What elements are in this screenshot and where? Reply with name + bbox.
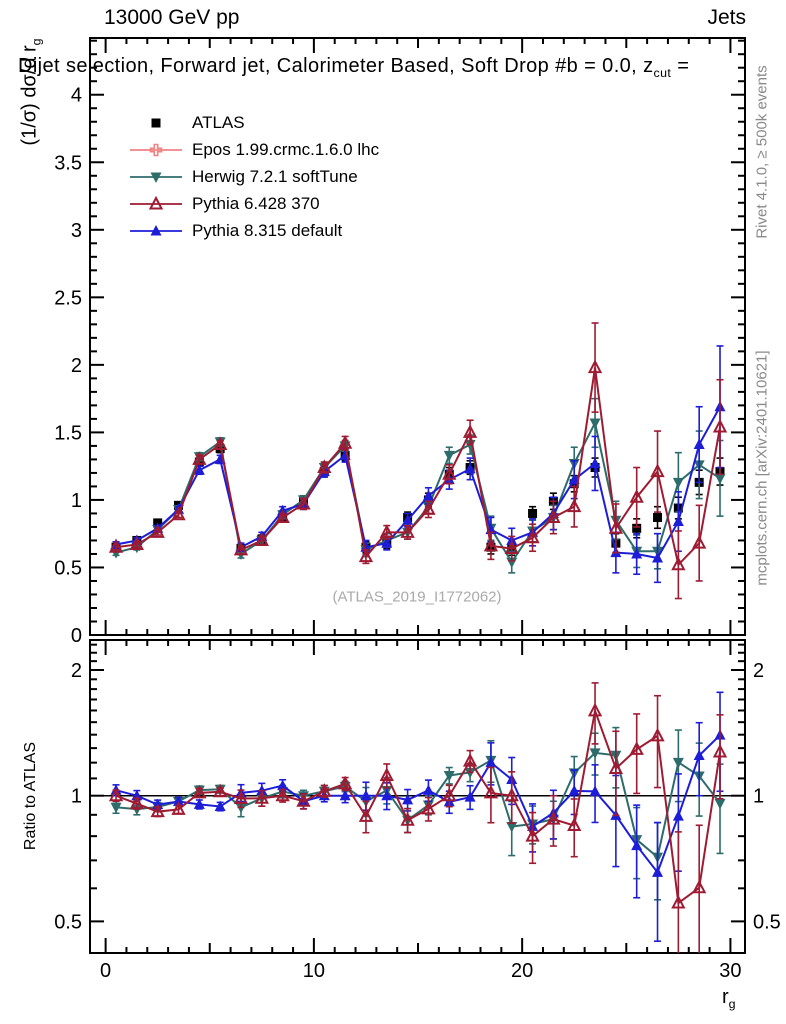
main-y-tick-label: 3 xyxy=(70,219,82,242)
process-label: Jets xyxy=(707,6,746,29)
plot-title xyxy=(18,55,689,80)
ratio-y-tick-label-right: 1 xyxy=(753,785,765,808)
main-y-tick-label: 2 xyxy=(70,354,82,377)
main-y-tick-label: 0 xyxy=(70,625,82,647)
analysis-id-watermark: (ATLAS_2019_I1772062) xyxy=(332,588,502,606)
main-y-tick-label: 1 xyxy=(70,489,82,512)
main-y-tick-label: 4 xyxy=(70,84,82,107)
pythia8-legend-marker xyxy=(128,223,184,239)
herwig-legend-marker xyxy=(128,169,184,185)
y-axis-label-main: (1/σ) dσ/d $r_g$ xyxy=(18,38,44,146)
legend-label: Epos 1.99.crmc.1.6.0 lhc xyxy=(192,139,380,159)
series-herwig-main xyxy=(111,399,726,573)
legend-label: Herwig 7.2.1 softTune xyxy=(192,166,358,186)
ratio-y-tick-label-left: 1 xyxy=(70,785,82,808)
ratio-y-tick-label-right: 0.5 xyxy=(753,911,781,934)
series-pythia6-ratio xyxy=(111,683,726,1022)
legend-entry-pythia6 xyxy=(128,190,379,217)
x-tick-label: 0 xyxy=(100,960,112,982)
ratio-y-tick-label-left: 2 xyxy=(70,660,82,683)
main-y-tick-label: 1.5 xyxy=(54,422,82,445)
ratio-y-tick-label-left: 0.5 xyxy=(54,911,82,934)
legend-label: Pythia 6.428 370 xyxy=(192,193,320,213)
ratio-y-tick-label-right: 2 xyxy=(753,660,765,683)
legend-entry-epos xyxy=(128,136,379,163)
pythia6-legend-marker xyxy=(128,196,184,212)
legend-entry-pythia8 xyxy=(128,217,379,244)
series-pythia8-ratio xyxy=(111,692,726,941)
x-tick-label: 20 xyxy=(511,960,534,982)
legend xyxy=(128,109,379,244)
beam-energy-label: 13000 GeV pp xyxy=(104,6,240,29)
plot-title-text: Dijet selection, Forward jet, Calorimeter Based, Soft Drop #b = 0.0, z xyxy=(18,55,654,77)
main-y-tick-label: 3.5 xyxy=(54,152,82,175)
rivet-version-note: Rivet 4.1.0, ≥ 500k events xyxy=(753,65,771,239)
legend-entry-herwig xyxy=(128,163,379,190)
legend-label: Pythia 8.315 default xyxy=(192,220,343,240)
mcplots-reference-note: mcplots.cern.ch [arXiv:2401.10621] xyxy=(753,350,771,586)
plot-title-subscript: cut xyxy=(653,66,672,80)
atlas-legend-marker xyxy=(128,115,184,131)
x-tick-label: 30 xyxy=(719,960,742,982)
main-y-tick-label: 0.5 xyxy=(54,557,82,580)
legend-entry-atlas xyxy=(128,109,379,136)
y-axis-label-ratio: Ratio to ATLAS xyxy=(22,741,39,851)
main-y-tick-label: 2.5 xyxy=(54,287,82,310)
legend-label: ATLAS xyxy=(192,112,245,132)
epos-legend-marker xyxy=(128,142,184,158)
x-axis-label: $r_g$ xyxy=(722,986,736,1011)
plot-title-suffix: = xyxy=(671,55,690,77)
x-tick-label: 10 xyxy=(302,960,326,982)
